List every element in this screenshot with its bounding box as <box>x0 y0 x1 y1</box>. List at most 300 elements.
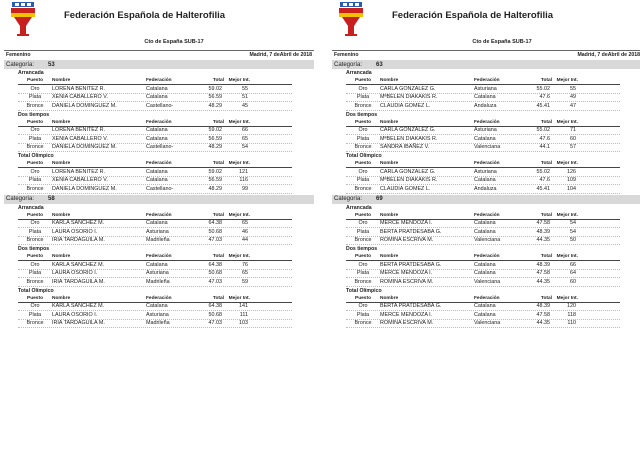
table-row <box>18 144 292 153</box>
cell-federacion: Catalana <box>146 85 168 92</box>
page-header <box>332 0 640 36</box>
cell-puesto: Plata <box>356 94 370 101</box>
cell-total: 44.35 <box>536 320 550 327</box>
cell-mejor: 126 <box>567 168 576 175</box>
table-header <box>18 295 292 303</box>
table-row <box>18 185 292 194</box>
header-puesto: Puesto <box>355 254 371 259</box>
cell-mejor: 65 <box>242 135 248 142</box>
section-title: Total Olímpico <box>18 153 54 159</box>
header-federacion: Federación <box>474 254 500 259</box>
cell-total: 50.68 <box>208 228 222 235</box>
header-total: Total <box>540 212 552 218</box>
cell-mejor: 103 <box>239 320 248 327</box>
category-number: 69 <box>376 196 383 202</box>
table-row <box>346 303 620 312</box>
header-nombre: Nombre <box>380 212 399 218</box>
cell-federacion: Catalana <box>146 220 168 227</box>
cell-total: 44.1 <box>539 144 550 151</box>
category-number: 63 <box>376 61 383 68</box>
header-nombre: Nombre <box>52 295 71 301</box>
header-puesto: Puesto <box>27 254 43 259</box>
header-nombre: Nombre <box>52 119 71 125</box>
cell-federacion: Madrileña <box>146 237 170 244</box>
cell-puesto: Bronce <box>26 237 44 244</box>
header-total: Total <box>212 119 224 125</box>
cell-mejor: 49 <box>570 94 576 101</box>
federation-logo-icon <box>338 2 364 36</box>
section-title: Arrancada <box>346 204 372 211</box>
header-federacion: Federación <box>474 295 500 301</box>
cell-nombre: ROMINA ESCRIVA M. <box>380 278 434 285</box>
cell-puesto: Oro <box>30 261 40 268</box>
cell-total: 59.02 <box>208 168 222 175</box>
header-nombre: Nombre <box>52 161 71 166</box>
cell-nombre: MERCE MENDOZA I. <box>380 220 433 227</box>
category-label: Categoría: <box>334 61 363 68</box>
table-row <box>18 127 292 136</box>
header-mejor: Mejor Int. <box>556 295 578 301</box>
table-header <box>18 119 292 127</box>
table-row <box>346 311 620 320</box>
cell-nombre: DANIELA DOMINGUEZ M. <box>52 185 117 192</box>
header-federacion: Federación <box>146 254 172 259</box>
cell-nombre: BERTA PRATDESABA G. <box>380 303 442 310</box>
header-nombre: Nombre <box>380 161 399 166</box>
section-title: Dos tiempos <box>346 111 378 118</box>
cell-nombre: XENIA CABALLERO V. <box>52 177 108 184</box>
header-puesto: Puesto <box>27 161 43 166</box>
cell-total: 44.35 <box>536 237 550 244</box>
gender-label: Femenino <box>6 52 31 58</box>
cell-total: 47.6 <box>539 177 550 184</box>
cell-puesto: Bronce <box>354 144 372 151</box>
cell-mejor: 71 <box>570 127 576 134</box>
table-row <box>18 102 292 111</box>
table-header <box>346 295 620 303</box>
cell-mejor: 54 <box>570 220 576 227</box>
header-mejor: Mejor Int. <box>556 254 578 259</box>
gender-label: Femenino <box>334 52 359 58</box>
header-total: Total <box>212 161 224 166</box>
cell-mejor: 45 <box>242 102 248 109</box>
cell-total: 47.03 <box>208 237 222 244</box>
cell-nombre: ROMINA ESCRIVA M. <box>380 320 434 327</box>
header-total: Total <box>212 78 224 83</box>
table-header <box>346 253 620 261</box>
cell-puesto: Plata <box>28 94 42 101</box>
header-puesto: Puesto <box>355 161 371 166</box>
category-number: 58 <box>48 196 55 202</box>
cell-mejor: 59 <box>242 278 248 285</box>
cell-total: 55.02 <box>536 85 550 92</box>
cell-federacion: Asturiana <box>146 270 169 277</box>
cell-mejor: 55 <box>242 85 248 92</box>
cell-federacion: Madrileña <box>146 320 170 327</box>
cell-mejor: 51 <box>242 94 248 101</box>
cell-mejor: 60 <box>570 278 576 285</box>
cell-total: 48.29 <box>208 185 222 192</box>
header-nombre: Nombre <box>52 78 71 83</box>
date-label: Madrid, 7 deAbril de 2018 <box>577 52 640 58</box>
header-total: Total <box>540 119 552 125</box>
header-mejor: Mejor Int. <box>556 119 578 125</box>
cell-nombre: BERTA PRATDESABA G. <box>380 261 442 268</box>
cell-mejor: 141 <box>239 303 248 310</box>
cell-total: 47.58 <box>536 311 550 318</box>
table-row <box>18 168 292 177</box>
cell-nombre: LORENA BENITEZ R. <box>52 168 106 175</box>
table-row <box>18 320 292 329</box>
cell-total: 48.29 <box>208 144 222 151</box>
cell-puesto: Plata <box>28 311 42 318</box>
cell-puesto: Plata <box>28 270 42 277</box>
cell-puesto: Oro <box>358 85 368 92</box>
table-row <box>346 94 620 103</box>
header-federacion: Federación <box>146 161 172 166</box>
cell-puesto: Plata <box>356 311 370 318</box>
cell-puesto: Oro <box>358 261 368 268</box>
cell-mejor: 99 <box>242 185 248 192</box>
cell-puesto: Plata <box>28 135 42 142</box>
cell-nombre: KARLA SANCHEZ M. <box>52 303 105 310</box>
cell-mejor: 54 <box>570 228 576 235</box>
header-nombre: Nombre <box>380 295 399 301</box>
table-row <box>346 228 620 237</box>
cell-federacion: Asturiana <box>474 85 497 92</box>
cell-total: 47.6 <box>539 135 550 142</box>
championship-subtitle: Cto de España SUB-17 <box>144 39 204 45</box>
table-row <box>346 320 620 329</box>
cell-federacion: Madrileña <box>146 278 170 285</box>
championship-subtitle: Cto de España SUB-17 <box>472 39 532 45</box>
cell-puesto: Oro <box>30 303 40 310</box>
cell-federacion: Catalana <box>146 94 168 101</box>
cell-nombre: LORENA BENITEZ R. <box>52 85 106 92</box>
organization-title: Federación Española de Halterofilia <box>392 10 554 21</box>
header-federacion: Federación <box>146 119 172 125</box>
table-row <box>18 220 292 229</box>
cell-puesto: Oro <box>358 127 368 134</box>
cell-nombre: LAURA OSORIO I. <box>52 228 98 235</box>
cell-total: 56.59 <box>208 177 222 184</box>
cell-federacion: Catalana <box>146 168 168 175</box>
header-mejor: Mejor Int. <box>556 161 578 166</box>
header-total: Total <box>212 212 224 218</box>
cell-puesto: Bronce <box>354 237 372 244</box>
cell-total: 64.38 <box>208 303 222 310</box>
cell-federacion: Asturiana <box>146 228 169 235</box>
header-puesto: Puesto <box>355 78 371 83</box>
table-row <box>346 85 620 94</box>
cell-mejor: 120 <box>567 303 576 310</box>
cell-puesto: Bronce <box>354 278 372 285</box>
cell-federacion: Valenciana <box>474 278 501 285</box>
table-row <box>18 94 292 103</box>
cell-nombre: LAURA OSORIO I. <box>52 270 98 277</box>
header-federacion: Federación <box>146 295 172 301</box>
cell-federacion: Andaluza <box>474 102 497 109</box>
category-label: Categoría: <box>334 196 363 202</box>
cell-puesto: Bronce <box>354 102 372 109</box>
table-header <box>346 212 620 220</box>
cell-federacion: Castellano- <box>146 102 174 109</box>
cell-federacion: Asturiana <box>474 127 497 134</box>
header-total: Total <box>540 161 552 166</box>
cell-federacion: Valenciana <box>474 320 501 327</box>
header-total: Total <box>540 254 552 259</box>
cell-nombre: DANIELA DOMINGUEZ M. <box>52 102 117 109</box>
header-federacion: Federación <box>474 78 500 83</box>
cell-nombre: DANIELA DOMINGUEZ M. <box>52 144 117 151</box>
cell-federacion: Valenciana <box>474 237 501 244</box>
cell-nombre: MªBELEN DIAKAKIS R. <box>380 94 438 101</box>
cell-mejor: 60 <box>570 135 576 142</box>
cell-total: 45.41 <box>536 102 550 109</box>
cell-total: 56.59 <box>208 94 222 101</box>
cell-puesto: Bronce <box>26 144 44 151</box>
category-bar <box>4 195 314 204</box>
section-title: Arrancada <box>346 70 372 76</box>
table-row <box>18 311 292 320</box>
cell-federacion: Asturiana <box>474 168 497 175</box>
cell-mejor: 44 <box>242 237 248 244</box>
cell-puesto: Bronce <box>26 278 44 285</box>
table-header <box>18 212 292 220</box>
cell-total: 59.02 <box>208 127 222 134</box>
cell-nombre: CLAUDIA GOMEZ L. <box>380 102 431 109</box>
cell-federacion: Castellano- <box>146 185 174 192</box>
section-title: Total Olímpico <box>18 287 54 294</box>
table-row <box>346 270 620 279</box>
cell-puesto: Bronce <box>354 185 372 192</box>
table-row <box>346 168 620 177</box>
header-puesto: Puesto <box>355 295 371 301</box>
table-row <box>18 85 292 94</box>
table-row <box>18 237 292 246</box>
cell-nombre: XENIA CABALLERO V. <box>52 135 108 142</box>
header-total: Total <box>540 78 552 83</box>
header-mejor: Mejor Int. <box>228 212 250 218</box>
table-row <box>18 278 292 287</box>
cell-mejor: 47 <box>570 102 576 109</box>
cell-nombre: MªBELEN DIAKAKIS R. <box>380 177 438 184</box>
section-title: Dos tiempos <box>346 246 378 252</box>
cell-federacion: Andaluza <box>474 185 497 192</box>
cell-nombre: IRIA TARDAGUILA M. <box>52 237 105 244</box>
cell-nombre: IRIA TARDAGUILA M. <box>52 278 105 285</box>
cell-mejor: 50 <box>570 237 576 244</box>
cell-nombre: BERTA PRATDESABA G. <box>380 228 442 235</box>
table-header <box>346 160 620 168</box>
header-mejor: Mejor Int. <box>228 295 250 301</box>
cell-total: 48.39 <box>536 303 550 310</box>
table-row <box>18 228 292 237</box>
cell-mejor: 54 <box>242 144 248 151</box>
cell-federacion: Catalana <box>474 94 496 101</box>
section-title: Dos tiempos <box>18 246 50 252</box>
cell-mejor: 66 <box>242 127 248 134</box>
cell-federacion: Valenciana <box>474 144 501 151</box>
cell-mejor: 64 <box>570 270 576 277</box>
cell-nombre: LAURA OSORIO I. <box>52 311 98 318</box>
table-row <box>18 177 292 186</box>
cell-federacion: Catalana <box>146 127 168 134</box>
cell-total: 48.29 <box>208 102 222 109</box>
cell-puesto: Bronce <box>26 320 44 327</box>
table-row <box>346 177 620 186</box>
cell-nombre: MERCE MENDOZA I. <box>380 311 433 318</box>
header-nombre: Nombre <box>52 254 71 259</box>
cell-mejor: 104 <box>567 185 576 192</box>
header-mejor: Mejor Int. <box>228 119 250 125</box>
cell-federacion: Catalana <box>474 220 496 227</box>
cell-total: 48.39 <box>536 228 550 235</box>
cell-mejor: 110 <box>567 320 576 327</box>
header-total: Total <box>212 295 224 301</box>
table-row <box>346 278 620 287</box>
cell-puesto: Oro <box>30 127 40 134</box>
header-nombre: Nombre <box>380 119 399 125</box>
cell-mejor: 66 <box>570 261 576 268</box>
cell-total: 64.38 <box>208 220 222 227</box>
header-puesto: Puesto <box>355 212 371 218</box>
federation-logo-icon <box>10 2 36 36</box>
header-puesto: Puesto <box>27 78 43 83</box>
header-total: Total <box>212 254 224 259</box>
cell-puesto: Plata <box>28 177 42 184</box>
cell-total: 64.38 <box>208 261 222 268</box>
cell-puesto: Oro <box>30 220 40 227</box>
cell-federacion: Catalana <box>474 177 496 184</box>
cell-federacion: Catalana <box>474 261 496 268</box>
cell-nombre: KARLA SANCHEZ M. <box>52 220 105 227</box>
page-left <box>4 0 314 452</box>
cell-puesto: Plata <box>356 135 370 142</box>
header-puesto: Puesto <box>27 119 43 125</box>
cell-total: 59.02 <box>208 85 222 92</box>
header-mejor: Mejor Int. <box>228 161 250 166</box>
table-header <box>18 77 292 85</box>
category-bar <box>332 195 640 204</box>
cell-puesto: Plata <box>356 228 370 235</box>
cell-nombre: MªBELEN DIAKAKIS R. <box>380 135 438 142</box>
table-row <box>18 135 292 144</box>
cell-federacion: Catalana <box>474 228 496 235</box>
cell-nombre: IRIA TARDAGUILA M. <box>52 320 105 327</box>
cell-puesto: Bronce <box>354 320 372 327</box>
cell-mejor: 111 <box>239 311 248 318</box>
header-federacion: Federación <box>474 161 500 166</box>
table-row <box>346 102 620 111</box>
cell-puesto: Plata <box>28 228 42 235</box>
cell-puesto: Bronce <box>26 185 44 192</box>
category-label: Categoría: <box>6 61 35 68</box>
cell-federacion: Catalana <box>474 135 496 142</box>
table-row <box>18 261 292 270</box>
cell-total: 50.68 <box>208 311 222 318</box>
header-federacion: Federación <box>146 78 172 83</box>
cell-nombre: ROMINA ESCRIVA M. <box>380 237 434 244</box>
table-row <box>18 303 292 312</box>
cell-puesto: Oro <box>358 168 368 175</box>
category-number: 53 <box>48 61 55 68</box>
cell-puesto: Plata <box>356 177 370 184</box>
category-label: Categoría: <box>6 196 35 202</box>
section-title: Arrancada <box>18 204 44 211</box>
section-title: Total Olímpico <box>346 153 382 159</box>
meta-row <box>4 51 314 59</box>
header-puesto: Puesto <box>27 295 43 301</box>
cell-total: 50.68 <box>208 270 222 277</box>
cell-mejor: 118 <box>567 311 576 318</box>
cell-puesto: Bronce <box>26 102 44 109</box>
table-header <box>18 253 292 261</box>
cell-total: 55.02 <box>536 127 550 134</box>
table-row <box>346 185 620 194</box>
cell-total: 56.59 <box>208 135 222 142</box>
cell-mejor: 65 <box>242 270 248 277</box>
cell-puesto: Oro <box>358 303 368 310</box>
cell-puesto: Plata <box>356 270 370 277</box>
header-federacion: Federación <box>146 212 172 218</box>
cell-federacion: Catalana <box>474 303 496 310</box>
header-nombre: Nombre <box>380 78 399 83</box>
header-nombre: Nombre <box>380 254 399 259</box>
cell-mejor: 121 <box>239 168 248 175</box>
header-federacion: Federación <box>474 119 500 125</box>
cell-total: 55.02 <box>536 168 550 175</box>
cell-mejor: 46 <box>242 228 248 235</box>
page-right <box>332 0 640 452</box>
table-row <box>346 261 620 270</box>
section-title: Total Olímpico <box>346 287 382 294</box>
header-mejor: Mejor Int. <box>228 254 250 259</box>
cell-total: 44.35 <box>536 278 550 285</box>
category-bar <box>332 60 640 69</box>
meta-row <box>332 51 640 59</box>
cell-total: 47.6 <box>539 94 550 101</box>
cell-nombre: MERCE MENDOZA I. <box>380 270 433 277</box>
cell-nombre: KARLA SANCHEZ M. <box>52 261 105 268</box>
header-mejor: Mejor Int. <box>556 212 578 218</box>
table-header <box>346 77 620 85</box>
header-mejor: Mejor Int. <box>556 78 578 83</box>
page-header <box>4 0 314 36</box>
cell-total: 45.41 <box>536 185 550 192</box>
table-row <box>346 135 620 144</box>
cell-mejor: 57 <box>570 144 576 151</box>
cell-nombre: CARLA GONZALEZ G. <box>380 85 436 92</box>
cell-nombre: XENIA CABALLERO V. <box>52 94 108 101</box>
cell-federacion: Castellano- <box>146 144 174 151</box>
table-header <box>18 160 292 168</box>
organization-title: Federación Española de Halterofilia <box>64 10 226 21</box>
cell-total: 47.58 <box>536 270 550 277</box>
cell-nombre: CARLA GONZALEZ G. <box>380 168 436 175</box>
cell-federacion: Catalana <box>146 261 168 268</box>
section-title: Arrancada <box>18 70 44 76</box>
cell-nombre: CLAUDIA GOMEZ L. <box>380 185 431 192</box>
header-puesto: Puesto <box>27 212 43 218</box>
cell-mejor: 109 <box>567 177 576 184</box>
table-row <box>346 237 620 246</box>
cell-nombre: LORENA BENITEZ R. <box>52 127 106 134</box>
header-puesto: Puesto <box>355 119 371 125</box>
cell-total: 47.03 <box>208 320 222 327</box>
cell-total: 47.03 <box>208 278 222 285</box>
header-total: Total <box>540 295 552 301</box>
